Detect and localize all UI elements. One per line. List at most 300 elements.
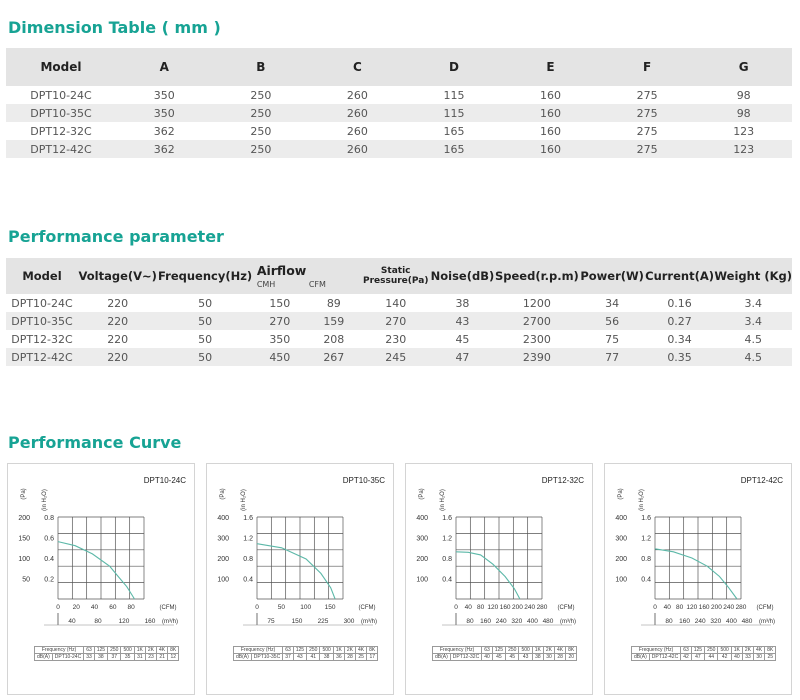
cfm-tick-label: 280 [536, 604, 548, 611]
noise-value: 43 [519, 654, 532, 661]
perf-header-static-pressure [361, 258, 431, 294]
airflow-cmh-label: CMH [256, 280, 276, 289]
pa-tick-label: 200 [217, 556, 229, 563]
perf-header-airflow [253, 258, 361, 294]
table-cell: 98 [736, 88, 751, 102]
frequency-band: 8K [367, 647, 378, 654]
m3h-tick-label: 160 [144, 618, 156, 625]
cfm-tick-label: 40 [90, 604, 99, 611]
frequency-band: 125 [492, 647, 505, 654]
m3h-tick-label: 480 [741, 618, 753, 625]
table-cell: 350 [269, 332, 291, 346]
performance-curve-line [257, 544, 335, 599]
cfm-tick-label: 50 [277, 604, 285, 611]
inh2o-tick-label: 0.4 [44, 556, 54, 563]
m3h-tick-label: 75 [267, 618, 275, 625]
table-cell: 56 [580, 312, 645, 330]
pa-tick-label: 150 [18, 535, 30, 543]
pa-tick-label: 100 [18, 556, 30, 563]
noise-model-label: DPT10-24C [52, 654, 83, 661]
table-cell: 165 [406, 140, 503, 158]
frequency-band: 250 [705, 647, 718, 654]
noise-value: 33 [742, 654, 753, 661]
frequency-band: 500 [121, 647, 134, 654]
frequency-band: 63 [84, 647, 95, 654]
cfm-tick-label: 200 [710, 604, 722, 611]
inh2o-tick-label: 0.4 [641, 576, 651, 584]
noise-value: 38 [94, 654, 107, 661]
cfm-tick-label: 120 [487, 604, 499, 611]
m3h-tick-label: 80 [466, 618, 474, 625]
cfm-tick-label: 0 [653, 604, 657, 611]
table-cell: DPT10-24C [30, 88, 92, 102]
m3h-tick-label: 300 [343, 618, 355, 625]
pa-tick-label: 400 [416, 515, 428, 522]
table-cell: 98 [695, 104, 792, 122]
noise-value: 47 [691, 654, 704, 661]
pa-tick-label: 200 [18, 515, 30, 522]
frequency-label: Frequency (Hz) [35, 647, 84, 654]
cfm-tick-label: 160 [499, 604, 511, 611]
noise-value: 28 [555, 654, 566, 661]
table-cell: 362 [153, 124, 175, 138]
noise-value: 28 [344, 654, 355, 661]
performance-curve-chart [406, 464, 594, 696]
table-cell: 77 [580, 348, 645, 366]
perf-header-power: Power(W) [580, 258, 645, 294]
inh2o-tick-label: 1.6 [243, 515, 253, 522]
table-row [6, 122, 792, 140]
dim-header-c: C [309, 48, 406, 86]
table-cell: 3.4 [714, 312, 792, 330]
table-cell: 89 [326, 296, 341, 310]
table-cell: 150 [269, 296, 291, 310]
cfm-axis-label: (CFM) [358, 605, 376, 611]
frequency-label: Frequency (Hz) [632, 647, 681, 654]
m3h-axis-label: (m³/h) [560, 619, 576, 625]
perf-header-model: Model [6, 258, 78, 294]
m3h-tick-label: 150 [291, 618, 303, 625]
frequency-band: 4K [157, 647, 168, 654]
table-cell: 115 [406, 104, 503, 122]
cfm-tick-label: 40 [663, 604, 671, 611]
inh2o-tick-label: 0.6 [44, 535, 54, 543]
table-cell: 43 [431, 312, 495, 330]
noise-model-label: DPT12-42C [649, 654, 680, 661]
y-axis-label-pa: (Pa) [220, 488, 226, 500]
frequency-band: 8K [566, 647, 577, 654]
frequency-band: 500 [718, 647, 731, 654]
table-cell: 350 [153, 88, 175, 102]
m3h-tick-label: 160 [480, 618, 492, 625]
table-cell: DPT12-32C [30, 124, 92, 138]
static-label: Static [380, 266, 411, 276]
table-cell: 50 [198, 296, 213, 310]
pressure-label: Pressure(Pa) [362, 276, 429, 286]
table-cell: DPT10-24C [11, 296, 73, 310]
frequency-band: 4K [754, 647, 765, 654]
table-cell: 38 [455, 296, 470, 310]
noise-value: 36 [333, 654, 344, 661]
dim-header-a: A [116, 48, 213, 86]
table-cell: 0.34 [667, 332, 692, 346]
table-cell: 47 [431, 348, 495, 366]
dimension-section-title: Dimension Table ( mm ) [8, 18, 221, 37]
table-cell: 160 [540, 88, 562, 102]
m3h-tick-label: 225 [317, 618, 329, 625]
table-cell: 0.16 [667, 296, 692, 310]
m3h-axis-label: (m³/h) [759, 619, 775, 625]
frequency-band: 1K [134, 647, 145, 654]
inh2o-tick-label: 1.2 [641, 535, 651, 543]
noise-value: 37 [283, 654, 294, 661]
pa-tick-label: 300 [217, 535, 229, 543]
curve-panel-dpt12-42c [604, 463, 792, 695]
dim-header-f: F [599, 48, 696, 86]
table-row [6, 312, 792, 330]
table-cell: 4.5 [744, 332, 762, 346]
table-row [6, 348, 792, 366]
y-axis-label-inh2o: (in H₂O) [639, 489, 645, 511]
inh2o-tick-label: 0.4 [442, 576, 452, 584]
cfm-tick-label: 200 [511, 604, 523, 611]
table-row [6, 86, 792, 104]
table-cell: 362 [116, 140, 213, 158]
frequency-band: 4K [555, 647, 566, 654]
cfm-axis-label: (CFM) [756, 605, 774, 611]
table-cell: 250 [213, 104, 310, 122]
m3h-tick-label: 80 [665, 618, 673, 625]
m3h-tick-label: 240 [495, 618, 507, 625]
noise-spectrum-table [233, 646, 378, 661]
table-cell: 123 [733, 124, 755, 138]
cfm-tick-label: 80 [476, 604, 485, 611]
table-row [6, 140, 792, 158]
table-row [6, 104, 792, 122]
table-cell: 50 [157, 312, 252, 330]
curve-model-label: DPT10-35C [342, 476, 385, 485]
table-cell: 220 [107, 332, 129, 346]
table-cell: 2390 [494, 348, 579, 366]
m3h-tick-label: 400 [725, 618, 737, 625]
noise-value: 40 [731, 654, 742, 661]
table-row [6, 294, 792, 312]
m3h-tick-label: 160 [679, 618, 691, 625]
db-label: dB(A) [632, 654, 650, 661]
m3h-axis-label: (m³/h) [361, 619, 377, 625]
table-cell: 260 [346, 124, 368, 138]
noise-model-label: DPT12-32C [450, 654, 481, 661]
table-cell: 250 [213, 140, 310, 158]
m3h-tick-label: 120 [118, 618, 130, 625]
curve-model-label: DPT10-24C [143, 476, 186, 485]
m3h-tick-label: 400 [526, 618, 538, 625]
frequency-band: 250 [307, 647, 320, 654]
performance-curve-chart [207, 464, 395, 696]
pa-tick-label: 200 [615, 556, 627, 563]
frequency-band: 125 [691, 647, 704, 654]
perf-header-current: Current(A) [645, 258, 715, 294]
table-cell: DPT12-42C [6, 140, 116, 158]
pa-tick-label: 50 [22, 576, 30, 584]
inh2o-tick-label: 1.6 [442, 515, 452, 522]
inh2o-tick-label: 1.6 [641, 515, 651, 522]
perf-header-frequency: Frequency(Hz) [157, 258, 252, 294]
m3h-tick-label: 40 [68, 618, 76, 625]
pa-tick-label: 300 [615, 535, 627, 543]
frequency-band: 500 [519, 647, 532, 654]
table-cell: 260 [346, 88, 368, 102]
cfm-tick-label: 0 [255, 604, 259, 611]
airflow-cfm-label: CFM [308, 280, 326, 289]
frequency-band: 2K [344, 647, 355, 654]
dimension-header-row [6, 48, 792, 86]
inh2o-tick-label: 0.8 [442, 556, 452, 563]
frequency-band: 8K [765, 647, 776, 654]
table-cell: 220 [107, 296, 129, 310]
noise-value: 35 [121, 654, 134, 661]
y-axis-label-pa: (Pa) [419, 488, 425, 500]
performance-table [6, 258, 792, 366]
m3h-tick-label: 240 [694, 618, 706, 625]
table-cell: 220 [78, 312, 157, 330]
table-cell: 2300 [522, 332, 551, 346]
noise-value: 41 [307, 654, 320, 661]
table-cell: 208 [323, 332, 345, 346]
frequency-band: 1K [731, 647, 742, 654]
dim-header-b: B [213, 48, 310, 86]
dim-header-g: G [695, 48, 792, 86]
inh2o-tick-label: 0.8 [641, 556, 651, 563]
frequency-band: 2K [543, 647, 554, 654]
inh2o-tick-label: 0.8 [243, 556, 253, 563]
noise-value: 33 [84, 654, 95, 661]
perf-header-voltage: Voltage(V~) [78, 258, 157, 294]
table-cell: 165 [443, 124, 465, 138]
frequency-band: 1K [532, 647, 543, 654]
m3h-tick-label: 80 [94, 618, 102, 625]
performance-curve-line [456, 552, 520, 599]
noise-value: 17 [367, 654, 378, 661]
frequency-band: 125 [293, 647, 306, 654]
dimension-table [6, 48, 792, 158]
noise-value: 20 [566, 654, 577, 661]
curve-panel-dpt10-35c [206, 463, 394, 695]
curve-section-title: Performance Curve [8, 433, 182, 452]
table-cell: 275 [636, 88, 658, 102]
dim-header-e: E [502, 48, 599, 86]
table-cell: 450 [253, 348, 307, 366]
pa-tick-label: 100 [217, 576, 229, 584]
db-label: dB(A) [234, 654, 252, 661]
table-cell: 45 [455, 332, 470, 346]
m3h-tick-label: 320 [511, 618, 523, 625]
frequency-label: Frequency (Hz) [234, 647, 283, 654]
performance-curve-chart [8, 464, 196, 696]
frequency-band: 8K [168, 647, 179, 654]
y-axis-label-inh2o: (in H₂O) [42, 489, 48, 511]
table-cell: 75 [605, 332, 620, 346]
cfm-tick-label: 0 [454, 604, 458, 611]
perf-header-noise: Noise(dB) [431, 258, 495, 294]
pa-tick-label: 400 [615, 515, 627, 522]
table-cell: 267 [307, 348, 361, 366]
table-cell: 115 [443, 88, 465, 102]
frequency-band: 250 [108, 647, 121, 654]
pa-tick-label: 100 [615, 576, 627, 584]
y-axis-label-pa: (Pa) [21, 488, 27, 500]
table-cell: 275 [599, 104, 696, 122]
db-label: dB(A) [35, 654, 53, 661]
inh2o-tick-label: 1.2 [243, 535, 253, 543]
frequency-band: 500 [320, 647, 333, 654]
noise-value: 25 [765, 654, 776, 661]
pa-tick-label: 100 [416, 576, 428, 584]
table-cell: 34 [605, 296, 620, 310]
noise-value: 42 [718, 654, 731, 661]
airflow-label: Airflow [256, 263, 307, 278]
cfm-tick-label: 20 [72, 604, 80, 611]
table-row [6, 330, 792, 348]
cfm-tick-label: 100 [300, 604, 312, 611]
cfm-axis-label: (CFM) [557, 605, 575, 611]
table-cell: 160 [502, 140, 599, 158]
y-axis-label-pa: (Pa) [618, 488, 624, 500]
table-cell: 245 [361, 348, 431, 366]
table-cell: 3.4 [744, 296, 762, 310]
m3h-axis-label: (m³/h) [162, 619, 178, 625]
noise-value: 31 [134, 654, 145, 661]
inh2o-tick-label: 0.8 [44, 515, 54, 522]
table-cell: DPT12-42C [6, 348, 78, 366]
noise-spectrum-table [34, 646, 179, 661]
cfm-tick-label: 240 [524, 604, 536, 611]
noise-value: 38 [320, 654, 333, 661]
noise-spectrum-table [631, 646, 776, 661]
table-cell: 260 [309, 104, 406, 122]
table-cell: DPT10-35C [6, 104, 116, 122]
noise-value: 12 [168, 654, 179, 661]
noise-value: 23 [145, 654, 156, 661]
cfm-tick-label: 40 [464, 604, 472, 611]
noise-value: 38 [532, 654, 543, 661]
table-cell: 250 [250, 124, 272, 138]
noise-value: 30 [754, 654, 765, 661]
frequency-band: 4K [356, 647, 367, 654]
noise-value: 42 [681, 654, 692, 661]
curve-panel-dpt10-24c [7, 463, 195, 695]
cfm-tick-label: 160 [698, 604, 710, 611]
table-cell: 160 [540, 124, 562, 138]
table-cell: 270 [253, 312, 307, 330]
y-axis-label-inh2o: (in H₂O) [440, 489, 446, 511]
curve-panel-dpt12-32c [405, 463, 593, 695]
table-cell: 0.27 [645, 312, 715, 330]
noise-model-label: DPT10-35C [251, 654, 282, 661]
table-cell: 50 [157, 348, 252, 366]
table-cell: 140 [385, 296, 407, 310]
table-cell: 260 [309, 140, 406, 158]
noise-value: 44 [705, 654, 718, 661]
performance-curve-line [655, 549, 737, 599]
table-cell: 4.5 [714, 348, 792, 366]
noise-value: 21 [157, 654, 168, 661]
noise-spectrum-table [432, 646, 577, 661]
table-cell: 159 [307, 312, 361, 330]
perf-header-weight: Weight (Kg) [714, 258, 792, 294]
frequency-band: 125 [94, 647, 107, 654]
perf-header-speed: Speed(r.p.m) [494, 258, 579, 294]
curve-model-label: DPT12-42C [740, 476, 783, 485]
frequency-band: 63 [482, 647, 493, 654]
frequency-band: 250 [506, 647, 519, 654]
pa-tick-label: 200 [416, 556, 428, 563]
m3h-tick-label: 320 [710, 618, 722, 625]
frequency-band: 2K [145, 647, 156, 654]
y-axis-label-inh2o: (in H₂O) [241, 489, 247, 511]
inh2o-tick-label: 0.4 [243, 576, 253, 584]
table-cell: 1200 [522, 296, 551, 310]
table-cell: 250 [250, 88, 272, 102]
table-cell: 160 [502, 104, 599, 122]
cfm-tick-label: 80 [127, 604, 135, 611]
curve-model-label: DPT12-32C [541, 476, 584, 485]
table-cell: 270 [361, 312, 431, 330]
frequency-band: 1K [333, 647, 344, 654]
performance-curve-chart [605, 464, 793, 696]
noise-value: 40 [482, 654, 493, 661]
frequency-band: 63 [681, 647, 692, 654]
performance-section-title: Performance parameter [8, 227, 224, 246]
performance-header-row [6, 258, 792, 294]
frequency-band: 2K [742, 647, 753, 654]
table-cell: DPT10-35C [6, 312, 78, 330]
dim-header-model: Model [6, 48, 116, 86]
table-cell: 230 [385, 332, 407, 346]
frequency-band: 63 [283, 647, 294, 654]
noise-value: 30 [543, 654, 554, 661]
noise-value: 43 [293, 654, 306, 661]
table-cell: DPT12-32C [11, 332, 73, 346]
cfm-tick-label: 0 [56, 604, 60, 611]
cfm-tick-label: 280 [735, 604, 747, 611]
cfm-tick-label: 240 [723, 604, 735, 611]
pa-tick-label: 400 [217, 515, 229, 522]
table-cell: 50 [198, 332, 213, 346]
cfm-tick-label: 60 [109, 604, 117, 611]
m3h-tick-label: 480 [542, 618, 554, 625]
table-cell: 220 [78, 348, 157, 366]
cfm-tick-label: 80 [675, 604, 684, 611]
inh2o-tick-label: 0.2 [44, 576, 54, 584]
performance-curve-line [58, 542, 135, 599]
table-cell: 2700 [494, 312, 579, 330]
noise-value: 45 [492, 654, 505, 661]
pa-tick-label: 300 [416, 535, 428, 543]
noise-value: 37 [108, 654, 121, 661]
dim-header-d: D [406, 48, 503, 86]
cfm-tick-label: 150 [324, 604, 336, 611]
table-cell: 275 [599, 140, 696, 158]
cfm-tick-label: 120 [686, 604, 698, 611]
inh2o-tick-label: 1.2 [442, 535, 452, 543]
db-label: dB(A) [433, 654, 451, 661]
table-cell: 123 [695, 140, 792, 158]
table-cell: 350 [116, 104, 213, 122]
noise-value: 25 [356, 654, 367, 661]
table-cell: 0.35 [645, 348, 715, 366]
frequency-label: Frequency (Hz) [433, 647, 482, 654]
